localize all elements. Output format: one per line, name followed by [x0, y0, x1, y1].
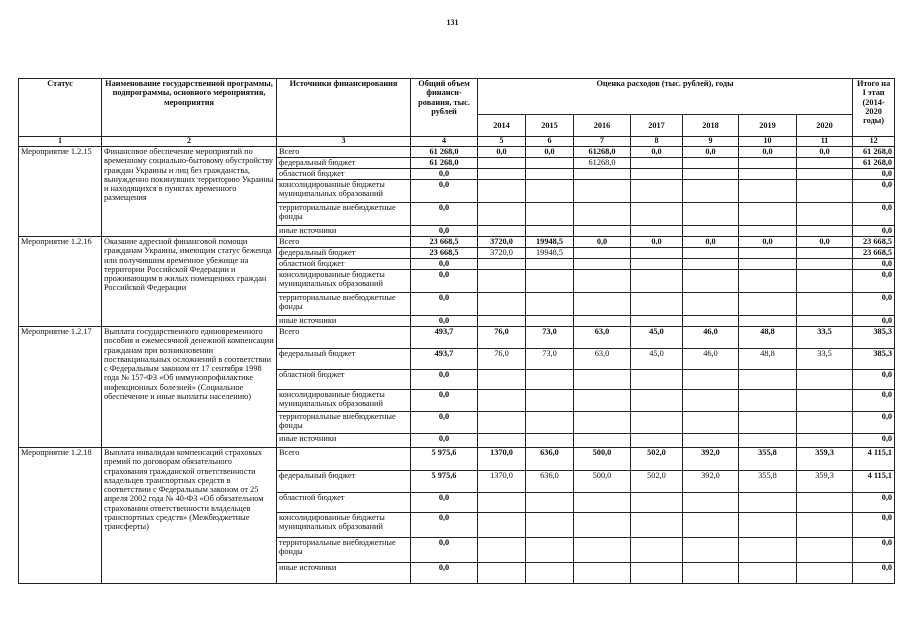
year-value-cell: [631, 226, 683, 237]
year-value-cell: [739, 538, 797, 563]
year-value-cell: 0,0: [797, 237, 853, 248]
status-cell: Мероприятие 1.2.15: [19, 147, 102, 237]
itog-cell: 0,0: [853, 493, 895, 513]
year-value-cell: [574, 538, 631, 563]
table-row: [19, 448, 895, 471]
year-value-cell: [797, 248, 853, 259]
year-value-cell: [526, 158, 574, 169]
total-cell: 23 668,5: [411, 248, 478, 259]
column-number: 1: [19, 137, 102, 147]
year-value-cell: [631, 316, 683, 327]
year-value-cell: [683, 226, 739, 237]
header-year: 2015: [526, 115, 574, 137]
itog-cell: 385,3: [853, 327, 895, 349]
year-value-cell: 0,0: [631, 147, 683, 158]
source-cell: консолидированные бюджеты муниципальных образований: [277, 180, 411, 203]
year-value-cell: 355,8: [739, 448, 797, 471]
source-cell: Всего: [277, 147, 411, 158]
itog-cell: 23 668,5: [853, 237, 895, 248]
table-row: [19, 147, 895, 158]
year-value-cell: [574, 493, 631, 513]
itog-cell: 61 268,0: [853, 158, 895, 169]
year-value-cell: [526, 434, 574, 448]
year-value-cell: 19948,5: [526, 237, 574, 248]
year-value-cell: [478, 390, 526, 412]
year-value-cell: [631, 434, 683, 448]
source-cell: Всего: [277, 448, 411, 471]
year-value-cell: [478, 563, 526, 584]
year-value-cell: [739, 226, 797, 237]
year-value-cell: [526, 203, 574, 226]
total-cell: 0,0: [411, 316, 478, 327]
year-value-cell: [631, 169, 683, 180]
year-value-cell: 355,8: [739, 471, 797, 493]
year-value-cell: [574, 203, 631, 226]
total-cell: 23 668,5: [411, 237, 478, 248]
source-cell: областной бюджет: [277, 370, 411, 390]
year-value-cell: 502,0: [631, 448, 683, 471]
year-value-cell: [478, 203, 526, 226]
header-year: 2016: [574, 115, 631, 137]
year-value-cell: [631, 293, 683, 316]
year-value-cell: 45,0: [631, 349, 683, 370]
financing-table: [18, 78, 895, 584]
year-value-cell: [739, 316, 797, 327]
year-value-cell: [478, 169, 526, 180]
year-value-cell: [683, 493, 739, 513]
year-value-cell: [478, 434, 526, 448]
year-value-cell: [797, 434, 853, 448]
year-value-cell: 0,0: [478, 147, 526, 158]
year-value-cell: 61268,0: [574, 147, 631, 158]
year-value-cell: [683, 412, 739, 434]
year-value-cell: 392,0: [683, 471, 739, 493]
year-value-cell: [797, 270, 853, 293]
column-number: 6: [526, 137, 574, 147]
measure-name-cell: Финансовое обеспечение мероприятий по временному социально-бытовому обустройству граждан Украины и лиц без гражданства, вынужденно покинувших территорию Украины и находящихся в пунктах временного размещения: [102, 147, 277, 237]
header-year: 2018: [683, 115, 739, 137]
source-cell: территориальные внебюджетные фонды: [277, 538, 411, 563]
year-value-cell: 636,0: [526, 448, 574, 471]
year-value-cell: [797, 412, 853, 434]
year-value-cell: [683, 158, 739, 169]
total-cell: 0,0: [411, 563, 478, 584]
itog-cell: 0,0: [853, 180, 895, 203]
year-value-cell: [683, 434, 739, 448]
year-value-cell: [526, 293, 574, 316]
year-value-cell: [526, 226, 574, 237]
header-itog: Итого на I этап (2014-2020 годы): [853, 79, 895, 137]
total-cell: 0,0: [411, 412, 478, 434]
itog-cell: 0,0: [853, 316, 895, 327]
header-year: 2017: [631, 115, 683, 137]
year-value-cell: [574, 180, 631, 203]
total-cell: 61 268,0: [411, 147, 478, 158]
year-value-cell: [683, 538, 739, 563]
year-value-cell: 1370,0: [478, 471, 526, 493]
source-cell: федеральный бюджет: [277, 471, 411, 493]
total-cell: 5 975,6: [411, 471, 478, 493]
year-value-cell: [574, 412, 631, 434]
total-cell: 0,0: [411, 259, 478, 270]
year-value-cell: 45,0: [631, 327, 683, 349]
year-value-cell: [478, 226, 526, 237]
year-value-cell: [739, 259, 797, 270]
header-year: 2020: [797, 115, 853, 137]
year-value-cell: [574, 169, 631, 180]
year-value-cell: [797, 203, 853, 226]
year-value-cell: [631, 158, 683, 169]
year-value-cell: 48,8: [739, 327, 797, 349]
source-cell: иные источники: [277, 226, 411, 237]
year-value-cell: 46,0: [683, 327, 739, 349]
year-value-cell: 500,0: [574, 448, 631, 471]
total-cell: 0,0: [411, 169, 478, 180]
header-total: Общий объем финанси-рования, тыс. рублей: [411, 79, 478, 137]
year-value-cell: [739, 270, 797, 293]
total-cell: 0,0: [411, 180, 478, 203]
year-value-cell: [797, 169, 853, 180]
year-value-cell: [683, 370, 739, 390]
year-value-cell: [683, 316, 739, 327]
source-cell: областной бюджет: [277, 259, 411, 270]
itog-cell: 0,0: [853, 434, 895, 448]
year-value-cell: [797, 538, 853, 563]
year-value-cell: [797, 493, 853, 513]
column-number: 4: [411, 137, 478, 147]
year-value-cell: [683, 513, 739, 538]
year-value-cell: [739, 390, 797, 412]
status-cell: Мероприятие 1.2.18: [19, 448, 102, 584]
year-value-cell: 0,0: [683, 237, 739, 248]
itog-cell: 0,0: [853, 513, 895, 538]
year-value-cell: [478, 158, 526, 169]
year-value-cell: [631, 248, 683, 259]
year-value-cell: [526, 370, 574, 390]
itog-cell: 4 115,1: [853, 471, 895, 493]
year-value-cell: [797, 180, 853, 203]
table-row: [19, 237, 895, 248]
year-value-cell: 0,0: [574, 237, 631, 248]
column-number: 5: [478, 137, 526, 147]
year-value-cell: 63,0: [574, 327, 631, 349]
year-value-cell: 33,5: [797, 327, 853, 349]
year-value-cell: 33,5: [797, 349, 853, 370]
year-value-cell: [739, 248, 797, 259]
year-value-cell: 19948,5: [526, 248, 574, 259]
itog-cell: 0,0: [853, 390, 895, 412]
year-value-cell: 502,0: [631, 471, 683, 493]
column-number: 11: [797, 137, 853, 147]
itog-cell: 4 115,1: [853, 448, 895, 471]
year-value-cell: [631, 412, 683, 434]
total-cell: 493,7: [411, 349, 478, 370]
year-value-cell: [631, 259, 683, 270]
total-cell: 0,0: [411, 270, 478, 293]
year-value-cell: 0,0: [797, 147, 853, 158]
year-value-cell: 0,0: [683, 147, 739, 158]
year-value-cell: [574, 390, 631, 412]
year-value-cell: [739, 493, 797, 513]
year-value-cell: [631, 390, 683, 412]
column-number: 9: [683, 137, 739, 147]
year-value-cell: [739, 434, 797, 448]
source-cell: Всего: [277, 237, 411, 248]
year-value-cell: 1370,0: [478, 448, 526, 471]
year-value-cell: 0,0: [631, 237, 683, 248]
itog-cell: 0,0: [853, 226, 895, 237]
source-cell: территориальные внебюджетные фонды: [277, 203, 411, 226]
year-value-cell: [739, 370, 797, 390]
year-value-cell: [574, 513, 631, 538]
itog-cell: 385,3: [853, 349, 895, 370]
year-value-cell: [797, 370, 853, 390]
total-cell: 493,7: [411, 327, 478, 349]
year-value-cell: [574, 563, 631, 584]
year-value-cell: [526, 493, 574, 513]
year-value-cell: [739, 563, 797, 584]
measure-name-cell: Выплата государственного единовременного пособия и ежемесячной денежной компенсации гражданам при возникновении поствакцинальных осложнений в соответствии с Федеральным законом от 17 сентября 1998 года № 157-ФЗ «Об иммунопрофилактике инфекционных болезней» (Социальное обеспечение и иные выплаты населению): [102, 327, 277, 448]
year-value-cell: 73,0: [526, 327, 574, 349]
column-number: 2: [102, 137, 277, 147]
year-value-cell: [631, 180, 683, 203]
year-value-cell: 0,0: [739, 237, 797, 248]
header-name: Наименование государственной программы, подпрограммы, основного мероприятия, мероприятия: [102, 79, 277, 137]
itog-cell: 0,0: [853, 538, 895, 563]
year-value-cell: 500,0: [574, 471, 631, 493]
year-value-cell: [478, 370, 526, 390]
source-cell: иные источники: [277, 434, 411, 448]
year-value-cell: 0,0: [739, 147, 797, 158]
source-cell: федеральный бюджет: [277, 349, 411, 370]
year-value-cell: [478, 293, 526, 316]
table-row: [19, 327, 895, 349]
source-cell: областной бюджет: [277, 169, 411, 180]
year-value-cell: [631, 563, 683, 584]
year-value-cell: 3720,0: [478, 237, 526, 248]
header-source: Источники финансирования: [277, 79, 411, 137]
year-value-cell: [574, 370, 631, 390]
column-number: 8: [631, 137, 683, 147]
year-value-cell: [739, 513, 797, 538]
year-value-cell: [739, 180, 797, 203]
year-value-cell: [797, 563, 853, 584]
total-cell: 0,0: [411, 434, 478, 448]
year-value-cell: 359,3: [797, 448, 853, 471]
year-value-cell: [526, 169, 574, 180]
year-value-cell: [739, 412, 797, 434]
total-cell: 0,0: [411, 493, 478, 513]
year-value-cell: [526, 316, 574, 327]
year-value-cell: [683, 180, 739, 203]
source-cell: федеральный бюджет: [277, 248, 411, 259]
year-value-cell: [574, 293, 631, 316]
year-value-cell: [478, 412, 526, 434]
column-number: 3: [277, 137, 411, 147]
itog-cell: 61 268,0: [853, 147, 895, 158]
year-value-cell: [797, 259, 853, 270]
year-value-cell: 359,3: [797, 471, 853, 493]
total-cell: 0,0: [411, 293, 478, 316]
year-value-cell: [631, 493, 683, 513]
page-number: 131: [446, 18, 459, 27]
year-value-cell: [683, 293, 739, 316]
year-value-cell: [631, 370, 683, 390]
year-value-cell: [574, 259, 631, 270]
year-value-cell: [739, 203, 797, 226]
year-value-cell: [574, 226, 631, 237]
year-value-cell: [683, 248, 739, 259]
year-value-cell: [574, 248, 631, 259]
total-cell: 0,0: [411, 203, 478, 226]
year-value-cell: 48,8: [739, 349, 797, 370]
itog-cell: 0,0: [853, 259, 895, 270]
source-cell: федеральный бюджет: [277, 158, 411, 169]
source-cell: территориальные внебюджетные фонды: [277, 412, 411, 434]
year-value-cell: [526, 390, 574, 412]
year-value-cell: [631, 513, 683, 538]
year-value-cell: [478, 270, 526, 293]
year-value-cell: [797, 226, 853, 237]
source-cell: консолидированные бюджеты муниципальных образований: [277, 390, 411, 412]
itog-cell: 0,0: [853, 412, 895, 434]
year-value-cell: 76,0: [478, 349, 526, 370]
header-estimate: Оценка расходов (тыс. рублей), годы: [478, 79, 853, 115]
total-cell: 0,0: [411, 370, 478, 390]
source-cell: территориальные внебюджетные фонды: [277, 293, 411, 316]
itog-cell: 0,0: [853, 169, 895, 180]
year-value-cell: [526, 259, 574, 270]
source-cell: иные источники: [277, 316, 411, 327]
total-cell: 0,0: [411, 390, 478, 412]
itog-cell: 0,0: [853, 293, 895, 316]
year-value-cell: 0,0: [526, 147, 574, 158]
year-value-cell: [739, 293, 797, 316]
year-value-cell: [526, 270, 574, 293]
measure-name-cell: Выплата инвалидам компенсаций страховых премий по договорам обязательного страхования гражданской ответственности владельцев транспортных средств в соответствии с Федеральным законом от 25 апреля 2002 года № 40-ФЗ «Об обязательном страховании ответственности владельцев транспортных средств» (Межбюджетные трансферты): [102, 448, 277, 584]
year-value-cell: [797, 158, 853, 169]
year-value-cell: [526, 563, 574, 584]
year-value-cell: [631, 270, 683, 293]
year-value-cell: [574, 434, 631, 448]
year-value-cell: 63,0: [574, 349, 631, 370]
year-value-cell: [574, 270, 631, 293]
column-number: 12: [853, 137, 895, 147]
year-value-cell: [478, 493, 526, 513]
itog-cell: 0,0: [853, 270, 895, 293]
year-value-cell: [478, 513, 526, 538]
total-cell: 0,0: [411, 226, 478, 237]
year-value-cell: 636,0: [526, 471, 574, 493]
column-number: 7: [574, 137, 631, 147]
year-value-cell: 392,0: [683, 448, 739, 471]
year-value-cell: [683, 270, 739, 293]
itog-cell: 0,0: [853, 203, 895, 226]
total-cell: 5 975,6: [411, 448, 478, 471]
year-value-cell: [683, 169, 739, 180]
year-value-cell: [797, 513, 853, 538]
total-cell: 0,0: [411, 538, 478, 563]
year-value-cell: [631, 538, 683, 563]
itog-cell: 23 668,5: [853, 248, 895, 259]
year-value-cell: [526, 538, 574, 563]
year-value-cell: 73,0: [526, 349, 574, 370]
status-cell: Мероприятие 1.2.16: [19, 237, 102, 327]
year-value-cell: [739, 169, 797, 180]
itog-cell: 0,0: [853, 370, 895, 390]
source-cell: консолидированные бюджеты муниципальных образований: [277, 513, 411, 538]
measure-name-cell: Оказание адресной финансовой помощи гражданам Украины, имеющим статус беженца или получившим временное убежище на территории Российской Федерации и проживающим в жилых помещениях граждан Российской Федерации: [102, 237, 277, 327]
year-value-cell: [478, 538, 526, 563]
year-value-cell: [683, 203, 739, 226]
year-value-cell: 46,0: [683, 349, 739, 370]
itog-cell: 0,0: [853, 563, 895, 584]
year-value-cell: 61268,0: [574, 158, 631, 169]
year-value-cell: [478, 316, 526, 327]
column-number: 10: [739, 137, 797, 147]
header-year: 2019: [739, 115, 797, 137]
year-value-cell: [683, 390, 739, 412]
source-cell: консолидированные бюджеты муниципальных образований: [277, 270, 411, 293]
source-cell: областной бюджет: [277, 493, 411, 513]
year-value-cell: [797, 316, 853, 327]
year-value-cell: [526, 180, 574, 203]
header-year: 2014: [478, 115, 526, 137]
year-value-cell: [683, 259, 739, 270]
year-value-cell: [797, 390, 853, 412]
year-value-cell: [683, 563, 739, 584]
header-status: Статус: [19, 79, 102, 137]
year-value-cell: [478, 259, 526, 270]
status-cell: Мероприятие 1.2.17: [19, 327, 102, 448]
year-value-cell: [526, 513, 574, 538]
year-value-cell: [526, 412, 574, 434]
source-cell: иные источники: [277, 563, 411, 584]
year-value-cell: [574, 316, 631, 327]
year-value-cell: 76,0: [478, 327, 526, 349]
total-cell: 61 268,0: [411, 158, 478, 169]
total-cell: 0,0: [411, 513, 478, 538]
source-cell: Всего: [277, 327, 411, 349]
year-value-cell: [797, 293, 853, 316]
year-value-cell: [478, 180, 526, 203]
year-value-cell: [739, 158, 797, 169]
year-value-cell: 3720,0: [478, 248, 526, 259]
year-value-cell: [631, 203, 683, 226]
